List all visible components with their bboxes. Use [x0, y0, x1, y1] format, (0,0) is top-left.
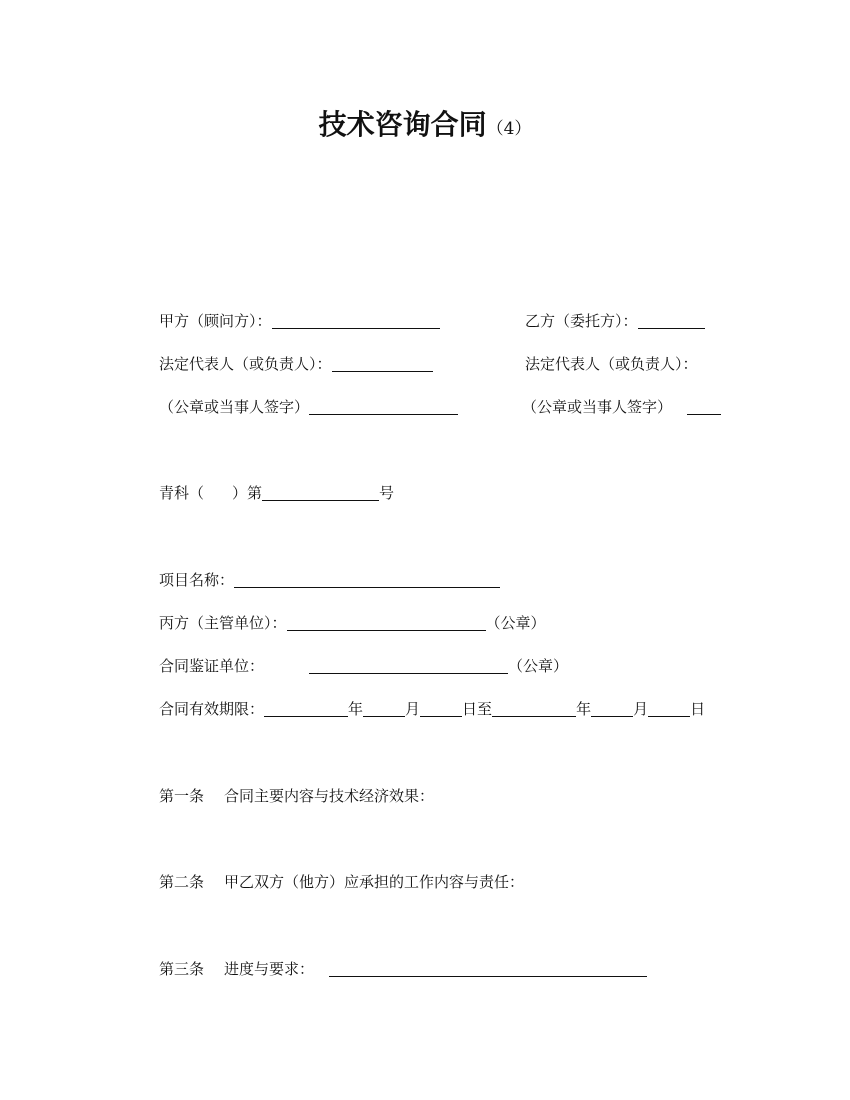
party-a-line	[159, 311, 440, 331]
project-name-blank	[234, 571, 500, 588]
legal-rep-a-blank	[332, 355, 433, 372]
party-c-blank	[287, 614, 486, 631]
article-3-number: 第三条	[159, 960, 205, 978]
party-b-blank	[638, 312, 705, 329]
validity-year2-blank	[492, 700, 576, 717]
project-name-line	[159, 570, 500, 590]
party-c-seal: （公章）	[485, 614, 546, 632]
article-1-text: 合同主要内容与技术经济效果：	[224, 787, 435, 805]
article-2	[159, 872, 524, 892]
seal-a-blank	[309, 398, 458, 415]
validity-year2: 年	[576, 700, 592, 718]
party-c-line	[159, 613, 546, 633]
party-c-label: 丙方（主管单位）：	[159, 614, 287, 632]
article-3-text: 进度与要求：	[224, 960, 315, 978]
validity-month: 月	[405, 700, 421, 718]
contract-no-middle: ）第	[232, 484, 263, 502]
party-b-label: 乙方（委托方）：	[525, 312, 638, 330]
legal-rep-a-line	[159, 354, 433, 374]
contract-no-suffix: 号	[379, 484, 395, 502]
validity-day-blank	[420, 700, 462, 717]
validity-day-end: 日	[690, 700, 706, 718]
seal-b-blank	[687, 398, 721, 415]
title-main: 技术咨询合同	[318, 108, 487, 141]
validity-year: 年	[348, 700, 364, 718]
validity-line	[159, 699, 705, 719]
validity-month-blank	[363, 700, 405, 717]
validity-day-to: 日至	[462, 700, 493, 718]
legal-rep-b-label: 法定代表人（或负责人）：	[525, 355, 698, 373]
seal-a-line	[159, 397, 458, 417]
contract-number-line	[159, 483, 394, 503]
project-name-label: 项目名称：	[159, 571, 235, 589]
article-3	[159, 959, 647, 979]
title-sub: （4）	[486, 119, 532, 139]
legal-rep-b-line	[525, 354, 698, 374]
verify-unit-line	[159, 656, 568, 676]
contract-title	[0, 103, 850, 143]
contract-no-prefix: 青科（	[159, 484, 205, 502]
validity-month2: 月	[633, 700, 649, 718]
seal-b-line	[522, 397, 721, 417]
contract-no-blank	[262, 484, 379, 501]
article-2-text: 甲乙双方（他方）应承担的工作内容与责任：	[224, 873, 525, 891]
article-1-number: 第一条	[159, 787, 205, 805]
verify-unit-label: 合同鉴证单位：	[159, 657, 265, 675]
validity-year-blank	[264, 700, 348, 717]
validity-day2-blank	[648, 700, 690, 717]
article-3-blank	[329, 960, 647, 977]
party-a-label: 甲方（顾问方）：	[159, 312, 272, 330]
validity-month2-blank	[591, 700, 633, 717]
verify-unit-blank	[309, 657, 508, 674]
seal-b-label: （公章或当事人签字）	[522, 398, 673, 416]
validity-label: 合同有效期限：	[159, 700, 265, 718]
article-1	[159, 786, 434, 806]
party-a-blank	[272, 312, 440, 329]
article-2-number: 第二条	[159, 873, 205, 891]
legal-rep-a-label: 法定代表人（或负责人）：	[159, 355, 332, 373]
verify-unit-seal: （公章）	[508, 657, 569, 675]
seal-a-label: （公章或当事人签字）	[159, 398, 310, 416]
party-b-line	[525, 311, 705, 331]
